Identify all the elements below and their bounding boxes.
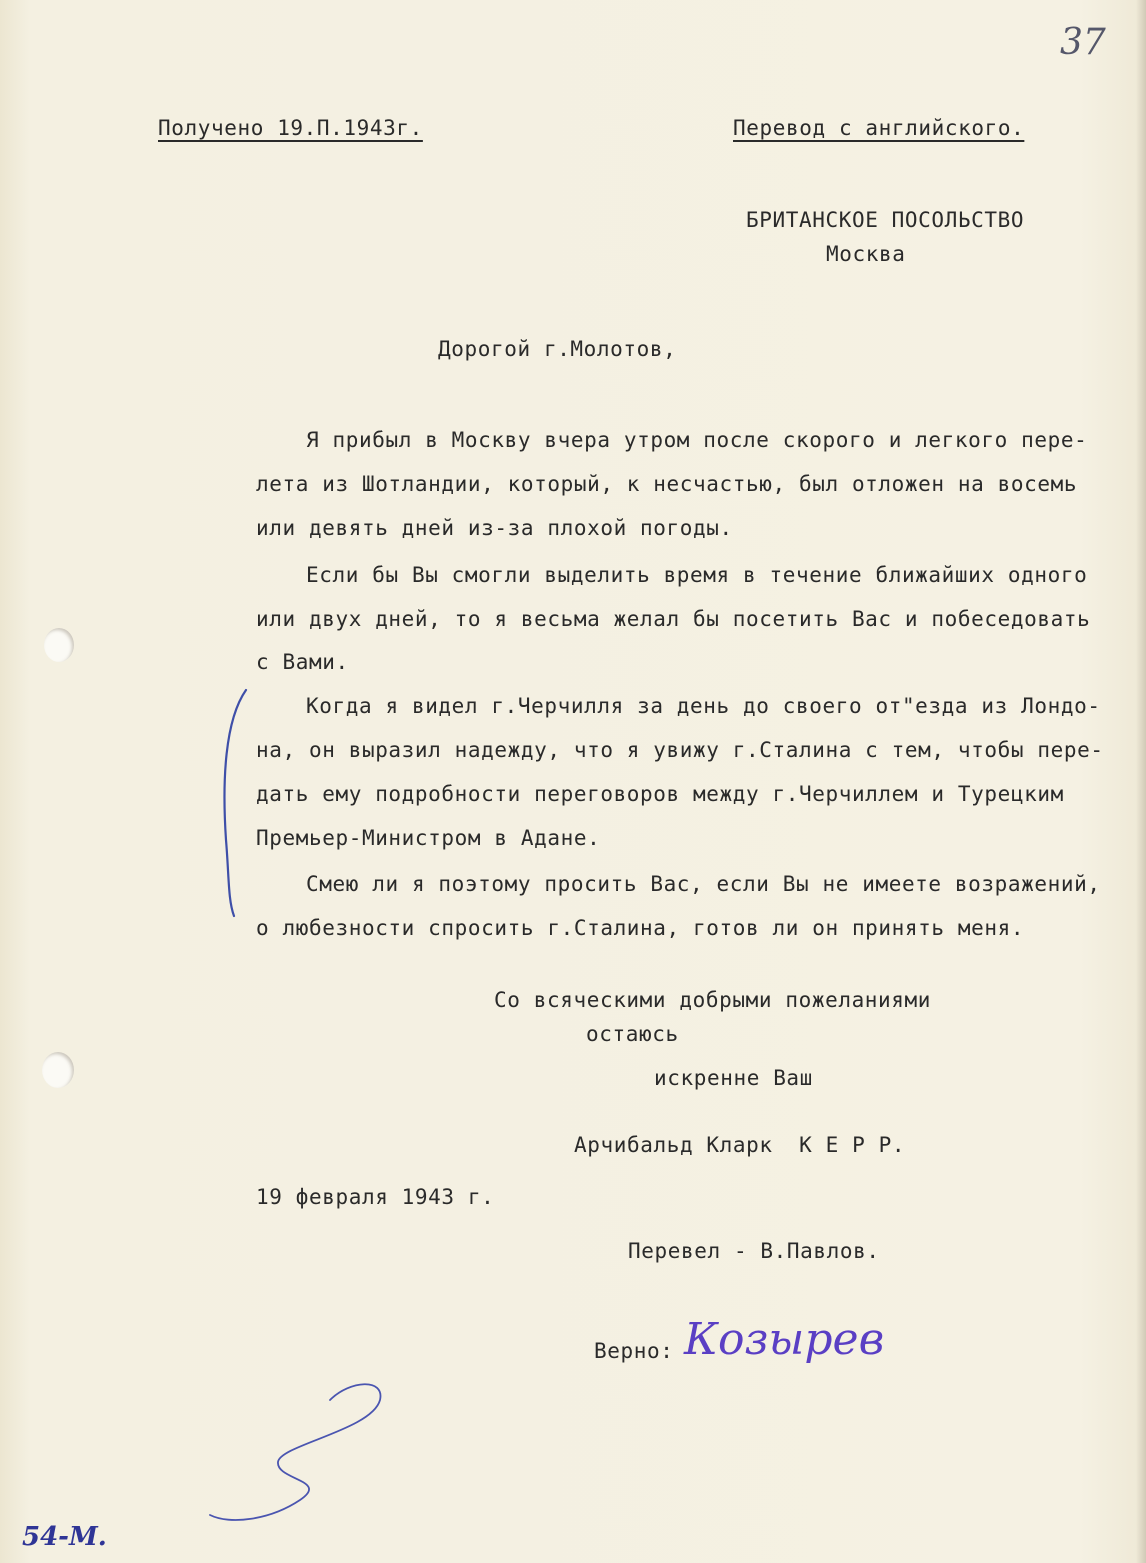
page-number: 37 [1060, 22, 1106, 63]
certified-signature: Козырев [684, 1314, 885, 1365]
closing-sincerely: искренне Ваш [654, 1066, 813, 1090]
margin-bracket-mark [224, 690, 246, 916]
margin-squiggle-mark [210, 1384, 380, 1520]
body-line: или девять дней из-за плохой погоды. [256, 516, 733, 540]
letter-date: 19 февраля 1943 г. [256, 1185, 495, 1209]
body-line: о любезности спросить г.Сталина, готов ли он принять меня. [256, 916, 1025, 940]
sender-city: Москва [826, 242, 906, 266]
body-line: на, он выразил надежду, что я увижу г.Сталина с тем, чтобы пере- [256, 738, 1104, 762]
certified-label: Верно: [594, 1339, 674, 1363]
archive-mark: 54-М. [22, 1522, 107, 1552]
translation-note: Перевод с английского. [733, 116, 1025, 140]
body-line: Я прибыл в Москву вчера утром после скорого и легкого пере- [306, 428, 1088, 452]
closing-remain: остаюсь [586, 1022, 679, 1046]
closing-wishes: Со всяческими добрыми пожеланиями [494, 988, 932, 1012]
received-stamp: Получено 19.П.1943г. [158, 116, 423, 140]
body-line: лета из Шотландии, который, к несчастью, был отложен на восемь [256, 472, 1078, 496]
sender-organization: БРИТАНСКОЕ ПОСОЛЬСТВО [746, 208, 1025, 232]
body-line: Смею ли я поэтому просить Вас, если Вы не имеете возражений, [306, 872, 1101, 896]
signatory-name: Арчибальд Кларк К Е Р Р. [574, 1133, 906, 1157]
body-line: с Вами. [256, 650, 349, 674]
body-line: Если бы Вы смогли выделить время в течение ближайших одного [306, 563, 1088, 587]
translator-line: Перевел - В.Павлов. [628, 1239, 880, 1263]
body-line: Премьер-Министром в Адане. [256, 826, 601, 850]
body-line: дать ему подробности переговоров между г.Черчиллем и Турецким [256, 782, 1064, 806]
salutation: Дорогой г.Молотов, [438, 337, 677, 361]
body-line: или двух дней, то я весьма желал бы посетить Вас и побеседовать [256, 607, 1091, 631]
body-line: Когда я видел г.Черчилля за день до своего от"езда из Лондо- [306, 694, 1101, 718]
